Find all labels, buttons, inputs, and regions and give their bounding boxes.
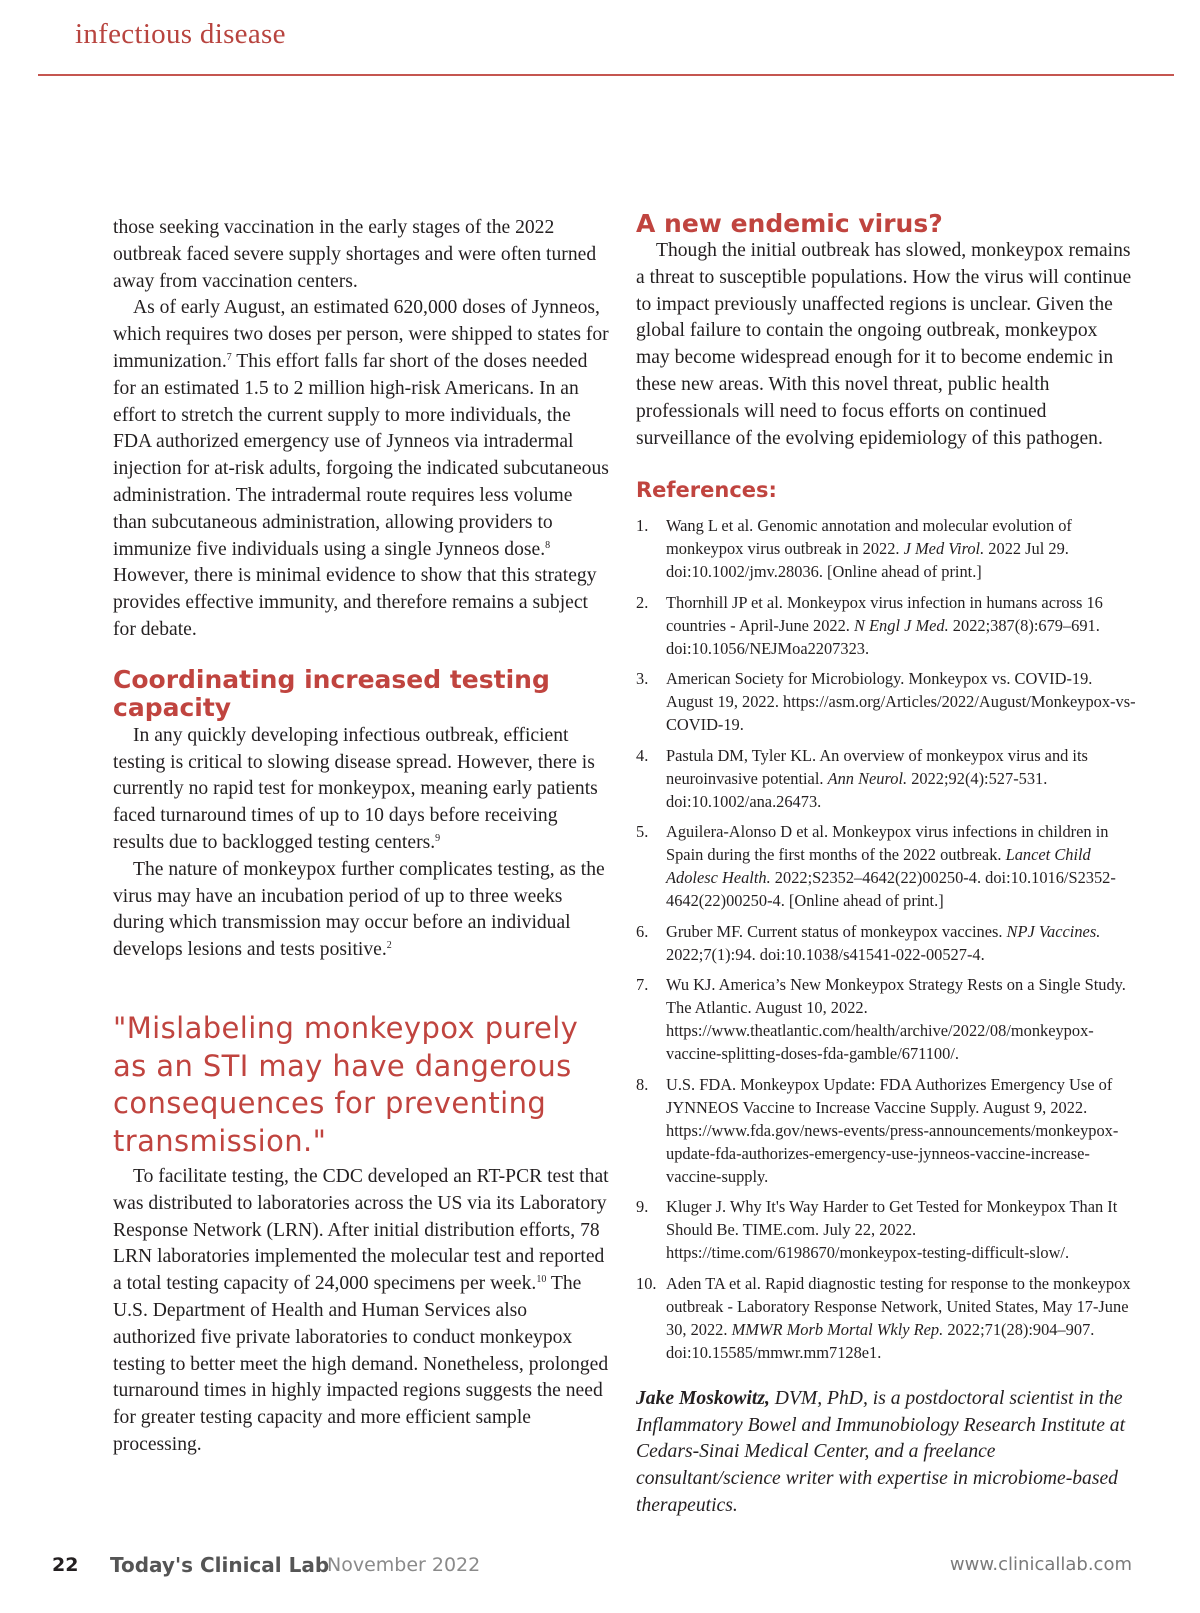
reference-number: 7. [636,975,649,995]
paragraph-incubation: The nature of monkeypox further complicates testing, as the virus may have an incubation period of up to three weeks during which transmission may occur before an individual develops lesions and tests positive.$^2$ [113,858,605,961]
reference-text: Pastula DM, Tyler KL. An overview of monkeypox virus and its neuroinvasive potential. [666,745,1088,788]
magazine-title: Today's Clinical Lab [110,1553,330,1577]
reference-text: American Society for Microbiology. Monkeypox vs. COVID-19. August 19, 2022. https://asm.org/Articles/2022/August/Monkeypox-vs-COVID-19. [666,669,1136,735]
reference-citation: 2022;71(28):904–907. doi:10.15585/mmwr.mm7128e1. [666,1319,1095,1362]
reference-journal: MMWR Morb Mortal Wkly Rep. [731,1319,944,1339]
references-heading: References: [636,478,777,503]
paragraph-rapid-test: In any quickly developing infectious outbreak, efficient testing is critical to slowing disease spread. However, there is currently no rapid test for monkeypox, meaning early patients faced turnaround times of up to 10 days before receiving results due to backlogged testing centers.$^9$ [113,724,598,853]
citation-8: 8 [545,539,551,551]
pull-quote: "Mislabeling monkeypox purely as an STI may have dangerous consequences for preventing transmission." [113,1011,579,1158]
heading-coordinating-testing: Coordinating increased testing capacity [113,664,550,722]
references-list [636,514,1136,1364]
reference-item [636,744,1136,813]
reference-number: 6. [636,921,649,941]
issue-date: November 2022 [327,1554,481,1576]
reference-text: U.S. FDA. Monkeypox Update: FDA Authorizes Emergency Use of JYNNEOS Vaccine to Increase Vaccine Supply. August 9, 2022. https://www.fda.gov/news-events/press-announcements/monkeypox-update-fda-authorizes-emergency-use-jynneos-vaccine-increase-vaccine-supply. [666,1074,1119,1186]
page-number: 22 [52,1554,79,1576]
reference-journal: NPJ Vaccines. [1006,921,1101,941]
reference-item [636,820,1136,912]
reference-number: 2. [636,592,649,612]
reference-journal: N Engl J Med. [854,615,949,635]
paragraph-rt-pcr: To facilitate testing, the CDC developed an RT-PCR test that was distributed to laboratories across the US via its Laboratory Response Network (LRN). After initial distribution efforts, 78 LRN laboratories implemented the molecular test and reported a total testing capacity of 24,000 specimens per week.$^{10}$ The U.S. Department of Health and Human Services also authorized five private laboratories to conduct monkeypox testing to better meet the high demand. Nonetheless, prolonged turnaround times in highly impacted regions suggests the need for greater testing capacity and more efficient sample processing. [113,1166,609,1455]
reference-number: 3. [636,669,649,689]
author-bio: Jake Moskowitz, DVM, PhD, is a postdoctoral scientist in the Inflammatory Bowel and Immunobiology Research Institute at Cedars-Sinai Medical Center, and a freelance consultant/science writer with expertise in microbiome-based therapeutics. [636,1387,1126,1517]
citation-9: 9 [435,832,441,844]
reference-journal: Ann Neurol. [827,768,908,788]
reference-text: Gruber MF. Current status of monkeypox vaccines. [666,921,1007,941]
reference-citation: 2022;7(1):94. doi:10.1038/s41541-022-00527-4. [666,944,985,964]
reference-item [636,514,1136,583]
reference-number: 4. [636,745,649,765]
right-column [636,210,1136,1520]
reference-number: 9. [636,1197,649,1217]
reference-journal: Lancet Child Adolesc Health. [666,845,1091,888]
reference-text: Aden TA et al. Rapid diagnostic testing for response to the monkeypox outbreak - Laboratory Response Network, United States, May 17-June 30, 2022. [666,1273,1131,1339]
paragraph-vaccination-supply: those seeking vaccination in the early stages of the 2022 outbreak faced severe supply shortages and were often turned away from vaccination centers. [113,217,597,292]
reference-item [636,920,1136,966]
citation-10: 10 [536,1274,547,1286]
reference-number: 5. [636,822,649,842]
reference-number: 1. [636,516,649,536]
header-rule [38,74,1174,76]
reference-item [636,667,1136,736]
paragraph-endemic: Though the initial outbreak has slowed, monkeypox remains a threat to susceptible populations. How the virus will continue to impact previously unaffected regions is unclear. Given the global failure to contain the ongoing outbreak, monkeypox may become widespread enough for it to become endemic in these new areas. With this novel threat, public health professionals will need to focus efforts on continued surveillance of the evolving epidemiology of this pathogen. [636,240,1132,449]
heading-endemic-virus: A new endemic virus? [636,209,943,238]
reference-text: Wu KJ. America’s New Monkeypox Strategy Rests on a Single Study. The Atlantic. August 10, 2022. https://www.theatlantic.com/health/archive/2022/08/monkeypox-vaccine-splitting-doses-fda-gamble/671100/. [666,975,1126,1064]
reference-number: 8. [636,1074,649,1094]
reference-item [636,1073,1136,1188]
author-name: Jake Moskowitz, [636,1387,770,1409]
reference-text: Wang L et al. Genomic annotation and molecular evolution of monkeypox virus outbreak in 2022. [666,516,1072,559]
section-label: infectious disease [75,18,286,50]
reference-item [636,973,1136,1065]
citation-7: 7 [226,351,232,363]
reference-text: Kluger J. Why It's Way Harder to Get Tested for Monkeypox Than It Should Be. TIME.com. July 22, 2022. https://time.com/6198670/monkeypox-testing-difficult-slow/. [666,1197,1118,1263]
reference-item [636,1272,1136,1364]
reference-text: Thornhill JP et al. Monkeypox virus infection in humans across 16 countries - April-June 2022. [666,592,1103,635]
reference-number: 10. [636,1273,657,1293]
reference-journal: J Med Virol. [903,539,985,559]
reference-item [636,591,1136,660]
reference-citation: 2022;92(4):527-531. doi:10.1002/ana.26473. [666,768,1048,811]
reference-citation: 2022 Jul 29. doi:10.1002/jmv.28036. [Online ahead of print.] [666,539,1069,582]
citation-2: 2 [386,940,392,952]
page-footer [52,1554,1132,1584]
reference-citation: 2022;387(8):679–691. doi:10.1056/NEJMoa2207323. [666,615,1100,658]
left-column [113,215,611,964]
left-column-lower [113,1164,611,1459]
reference-text: Aguilera-Alonso D et al. Monkeypox virus infections in children in Spain during the first months of the 2022 outbreak. [666,822,1109,865]
reference-item [636,1195,1136,1264]
reference-citation: 2022;S2352–4642(22)00250-4. doi:10.1016/S2352-4642(22)00250-4. [Online ahead of print.] [666,868,1116,911]
paragraph-jynneos-doses: As of early August, an estimated 620,000 doses of Jynneos, which requires two doses per person, were shipped to states for immunization.$^7$ This effort falls far short of the doses needed for an estimated 1.5 to 2 million high-risk Americans. In an effort to stretch the current supply to more individuals, the FDA authorized emergency use of Jynneos via intradermal injection for at-risk adults, forgoing the indicated subcutaneous administration. The intradermal route requires less volume than subcutaneous administration, allowing providers to immunize five individuals using a single Jynneos dose.$^8$ However, there is minimal evidence to show that this strategy provides effective immunity, and therefore remains a subject for debate. [113,297,609,640]
website-link[interactable]: www.clinicallab.com [949,1554,1132,1575]
